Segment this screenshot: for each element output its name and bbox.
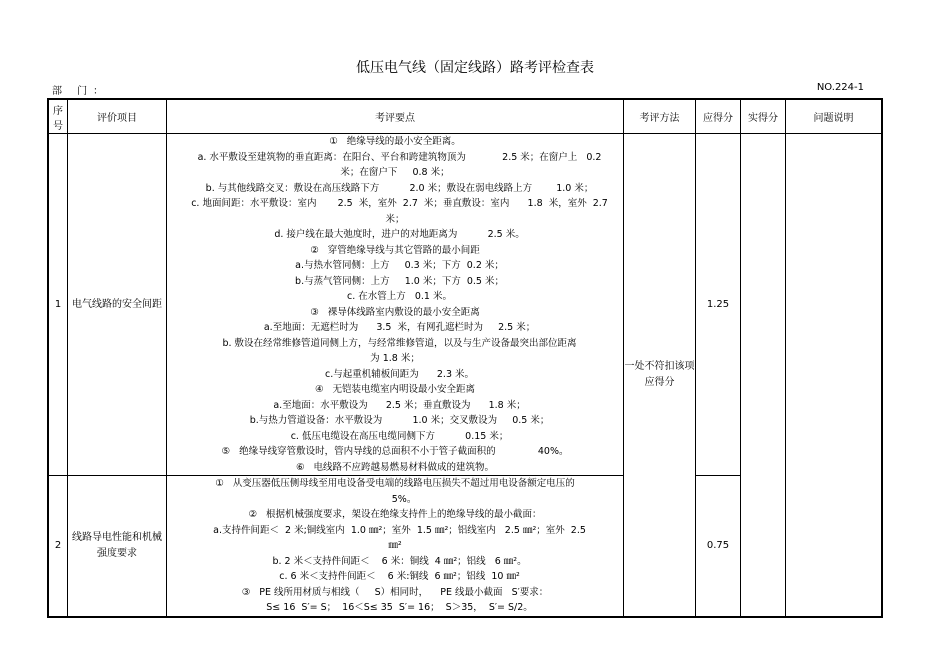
row-item: 电气线路的安全间距 [68, 134, 167, 476]
point-line: a.至地面：水平敷设为 2.5 米；垂直敷设为 1.8 米； [264, 399, 526, 411]
table-row [48, 134, 882, 476]
evaluation-table [47, 98, 883, 618]
row-score: 0.75 [696, 476, 741, 617]
row-item: 线路导电性能和机械强度要求 [68, 476, 167, 617]
point-line: 为 1.8 米； [370, 353, 420, 364]
point-line: b. 敷设在经常维修管道同侧上方，与经常维修管道，以及与生产设备最突出部位距离 [213, 337, 577, 349]
row-actual-score [741, 134, 786, 617]
col-header-points: 考评要点 [167, 99, 624, 134]
point-line: b.与热力管道设备：水平敷设为 1.0 米；交叉敷设为 0.5 米； [240, 415, 550, 426]
point-line: c. 在水管上方 0.1 米。 [337, 291, 452, 302]
col-header-no: 序号 [48, 99, 68, 134]
point-line: ③ PE 线所用材质与相线（ S）相同时， PE 线最小截面 S′要求： [241, 586, 549, 598]
point-line: ① 绝缘导线的最小安全距离。 [329, 136, 461, 147]
point-line: 5%。 [373, 493, 417, 505]
point-line: ㎜² [388, 540, 402, 551]
row-number: 1 [48, 134, 68, 476]
point-line: c. 低压电缆设在高压电缆同侧下方 0.15 米； [281, 430, 509, 442]
point-line: a. 水平敷设至建筑物的垂直距离：在阳台、平台和跨建筑物顶为 2.5 米；在窗户上 0.2 [188, 151, 602, 163]
point-line: 米；在窗户下 0.8 米； [340, 167, 450, 178]
row-score: 1.25 [696, 134, 741, 476]
point-line: c. 6 米＜支持件间距＜ 6 米:铜线 6 ㎜²；铝线 10 ㎜² [270, 571, 520, 582]
row-points [167, 134, 624, 476]
point-line: ② 穿管绝缘导线与其它管路的最小间距 [310, 244, 480, 256]
point-line: b. 与其他线路交叉：敷设在高压线路下方 2.0 米；敷设在弱电线路上方 1.0 米； [196, 182, 594, 194]
row-number: 2 [48, 476, 68, 617]
row-notes [786, 134, 883, 617]
table-header-row [48, 99, 882, 134]
col-header-notes: 问题说明 [786, 99, 883, 134]
row-points [167, 476, 624, 617]
point-line: a.与热水管同侧：上方 0.3 米；下方 0.2 米； [286, 260, 504, 271]
point-line: a.支持件间距＜ 2 米;铜线室内 1.0 ㎜²；室外 1.5 ㎜²；铝线室内 2.5 ㎜²；室外 2.5 [204, 524, 586, 536]
point-line: 米； [385, 213, 405, 225]
point-line: a.至地面：无遮栏时为 3.5 米，有网孔遮栏时为 2.5 米； [254, 322, 536, 333]
point-line: b.与蒸气管同侧：上方 1.0 米；下方 0.5 米； [285, 275, 504, 287]
point-line: d. 接户线在最大弛度时，进户的对地距离为 2.5 米。 [265, 229, 525, 240]
col-header-actual: 实得分 [741, 99, 786, 134]
col-header-score: 应得分 [696, 99, 741, 134]
document-number: NO.224-1 [816, 82, 864, 93]
department-label: 部 门： [52, 86, 110, 97]
point-line: ⑥ 电线路不应跨越易燃易材料做成的建筑物。 [295, 461, 495, 473]
point-line: b. 2 米＜支持件间距＜ 6 米：铜线 4 ㎜²；铝线 6 ㎜²。 [263, 555, 527, 567]
point-line: ② 根据机械强度要求，架设在绝缘支持件上的绝缘导线的最小截面： [248, 509, 542, 520]
point-line: S≤ 16 S′= S； 16＜S≤ 35 S′= 16； S＞35， S′= S/2。 [257, 602, 533, 613]
row-method: 一处不符扣该项应得分 [624, 134, 696, 617]
point-line: c. 地面间距：水平敷设：室内 2.5 米，室外 2.7 米；垂直敷设：室内 1.8 米，室外 2.7 [182, 198, 608, 209]
point-line: c.与起重机辅板间距为 2.3 米。 [315, 368, 475, 380]
page-title: 低压电气线（固定线路）路考评检查表 [356, 60, 594, 76]
point-line: ③ 裸导体线路室内敷设的最小安全距离 [310, 306, 480, 318]
point-line: ⑤ 绝缘导线穿管敷设时，管内导线的总面积不小于管子截面积的 40%。 [221, 446, 569, 457]
point-line: ④ 无铠装电缆室内明设最小安全距离 [314, 384, 476, 395]
point-line: ① 从变压器低压侧母线至用电设备受电端的线路电压损失不超过用电设备额定电压的 [215, 478, 575, 489]
col-header-item: 评价项目 [68, 99, 167, 134]
col-header-method: 考评方法 [624, 99, 696, 134]
